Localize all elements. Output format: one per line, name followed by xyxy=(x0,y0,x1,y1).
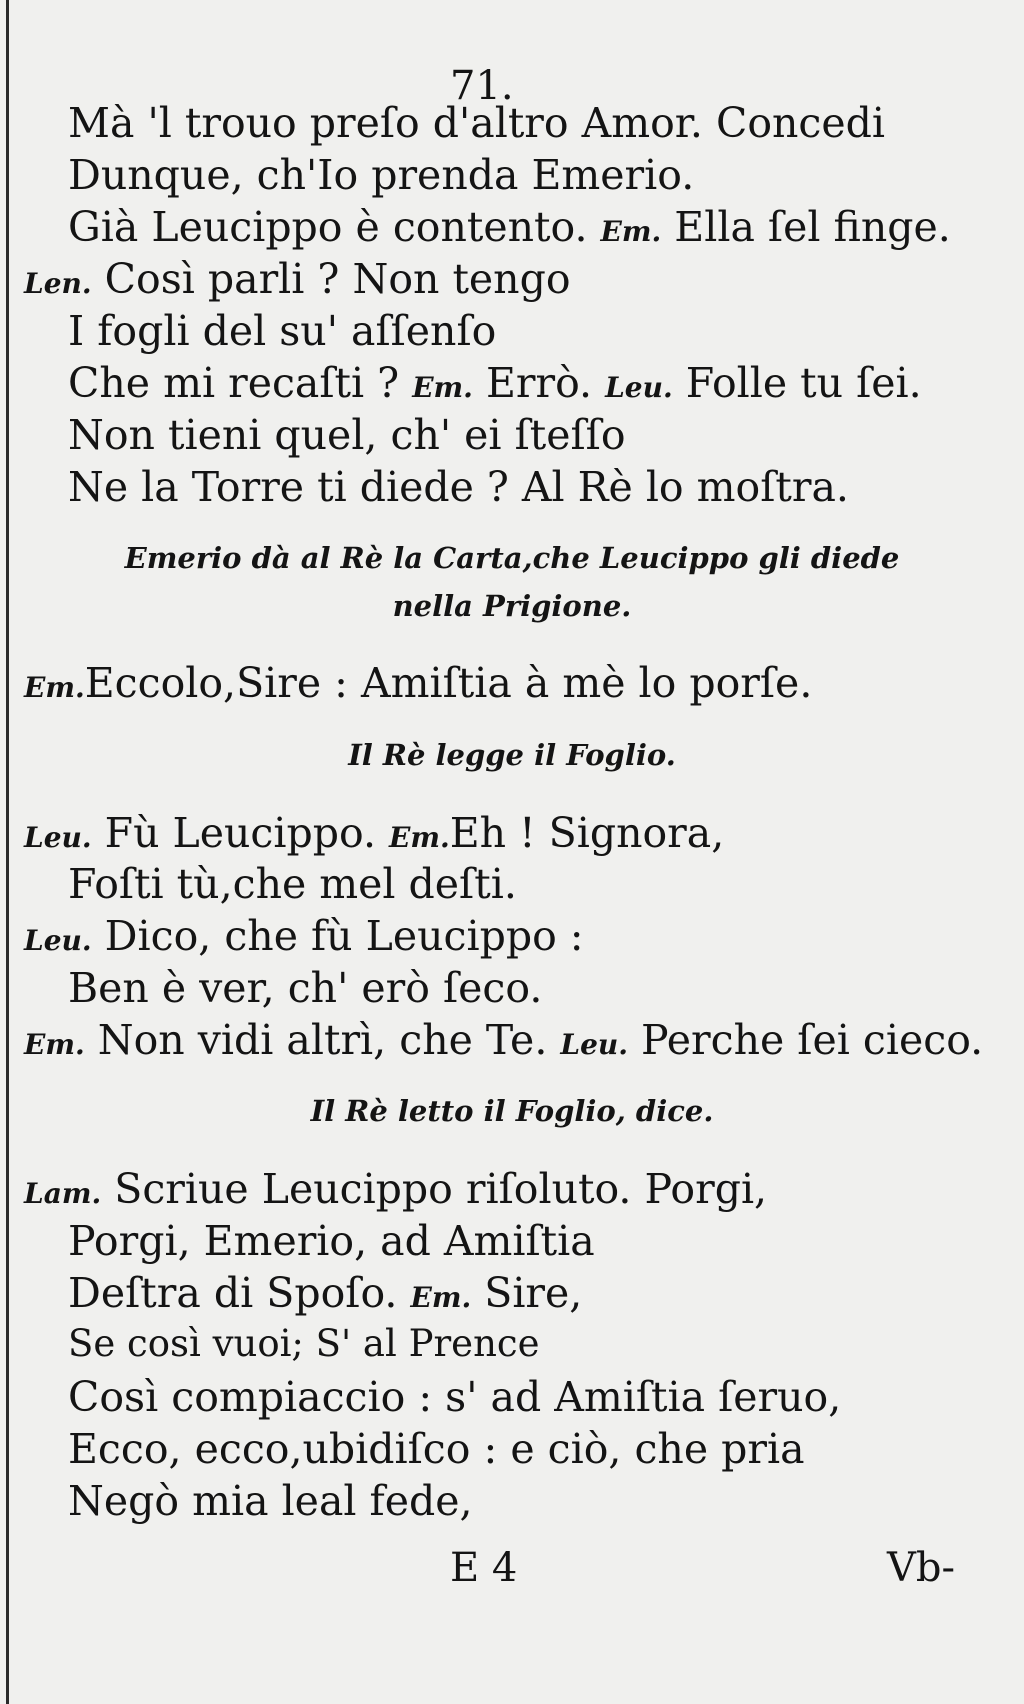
speaker-label: Em. xyxy=(600,215,662,248)
verse-line: Porgi, Emerio, ad Amiſtia xyxy=(68,1217,595,1265)
speaker-label: Em. xyxy=(410,1281,472,1314)
binding-edge xyxy=(6,0,9,1704)
speaker-label: Em. xyxy=(389,821,450,854)
verse-line: Dunque, ch'Io prenda Emerio. xyxy=(68,151,695,199)
speaker-label: Leu. xyxy=(560,1028,628,1061)
speaker-label: Em. xyxy=(24,1028,85,1061)
verse-line: Leu. Fù Leucippo. Em.Eh ! Signora, xyxy=(24,809,725,857)
verse-line: Lam. Scriue Leucippo riſoluto. Porgi, xyxy=(24,1165,768,1213)
stage-direction: Il Rè letto il Foglio, dice. xyxy=(310,1094,714,1128)
speaker-label: Leu. xyxy=(24,924,92,957)
catchword: Vb- xyxy=(887,1545,956,1591)
signature-mark: E 4 xyxy=(450,1545,518,1591)
verse-line: Ne la Torre ti diede ? Al Rè lo moſtra. xyxy=(68,463,849,511)
verse-line: Già Leucippo è contento. Em. Ella ſel finge. xyxy=(68,203,951,251)
verse-line: Ben è ver, ch' erò ſeco. xyxy=(68,964,543,1012)
stage-direction: nella Prigione. xyxy=(392,589,632,623)
speaker-label: Lam. xyxy=(24,1177,102,1210)
verse-line: Mà 'l trouo preſo d'altro Amor. Concedi xyxy=(68,99,885,147)
verse-line: Em.Eccolo,Sire : Amiſtia à mè lo porſe. xyxy=(24,659,813,707)
verse-line: Che mi recaſti ? Em. Errò. Leu. Folle tu ſei. xyxy=(68,359,922,407)
verse-line: I fogli del su' aſſenſo xyxy=(68,307,497,355)
verse-line: Em. Non vidi altrì, che Te. Leu. Perche ſei cieco. xyxy=(24,1016,984,1064)
verse-line: Ecco, ecco,ubidiſco : e ciò, che pria xyxy=(68,1425,805,1473)
verse-line: Non tieni quel, ch' ei ſteſſo xyxy=(68,411,626,459)
speaker-label: Em. xyxy=(412,371,473,404)
speaker-label: Em. xyxy=(24,671,85,704)
verse-line: Leu. Dico, che fù Leucippo : xyxy=(24,912,584,960)
page-number: 71. xyxy=(450,63,514,109)
stage-direction: Emerio dà al Rè la Carta,che Leucippo gli diede xyxy=(124,541,900,575)
speaker-label: Leu. xyxy=(24,821,92,854)
speaker-label: Leu. xyxy=(605,371,673,404)
stage-direction: Il Rè legge il Foglio. xyxy=(348,738,676,772)
verse-line: Len. Così parli ? Non tengo xyxy=(24,255,571,303)
verse-line: Foſti tù,che mel deſti. xyxy=(68,860,517,908)
verse-line: Negò mia leal fede, xyxy=(68,1477,473,1525)
verse-line: Deſtra di Spoſo. Em. Sire, xyxy=(68,1269,583,1317)
verse-line: Se così vuoi; S' al Prence xyxy=(68,1322,540,1365)
speaker-label: Len. xyxy=(24,267,92,300)
verse-line: Così compiaccio : s' ad Amiſtia ſeruo, xyxy=(68,1373,842,1421)
